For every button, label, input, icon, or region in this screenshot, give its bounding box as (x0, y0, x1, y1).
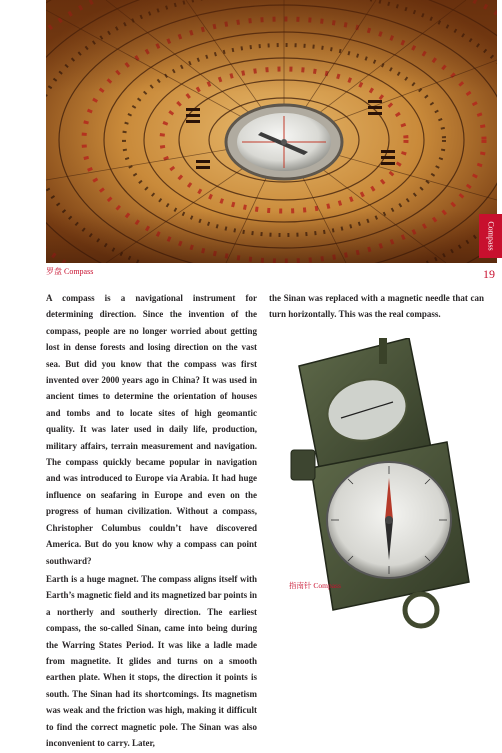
left-text-column (46, 290, 257, 753)
section-tab-label: Compass (486, 221, 495, 251)
paragraph-intro: A compass is a navigational instrument for determining direction. Since the invention of the compass, people are no longer worried about getting lost in dense forests and losing direction on the vast sea. But did you know that the compass was first invented over 2000 years ago in China? It was used in ancient times to determine the orientation of houses and tombs and to locate sites of high geomantic quality. It was later used in daily life, production, military affairs, terrain measurement and navigation. The compass quickly became popular in navigation and was introduced to Europe via Arabia. It had huge influence on seafaring in Europe and even on the progress of human civilization. Without a compass, Christopher Columbus couldn’t have discovered America. But do you know why a compass can point southward? (46, 293, 257, 566)
paragraph-continuation: the Sinan was replaced with a magnetic needle that can turn horizontally. This was the real compass. (269, 293, 484, 320)
photo-caption-top: 罗盘 Compass (46, 267, 94, 276)
paragraph-magnet: Earth is a huge magnet. The compass aligns itself with Earth’s magnetic field and its magnetized bar points in a northerly and southerly direction. The earliest compass, the so-called Sinan, came into being during the Warring States Period. It was like a ladle made from magnetite. It glides and turns on a smooth earthen plate. When it stops, the direction it points is south. The Sinan had its shortcomings. Its magnetism was weak and the friction was high, making it difficult to find the correct magnetic pole. The Sinan was also inconvenient to carry. Later, (46, 573, 257, 748)
page-number: 19 (483, 267, 495, 281)
section-tab (479, 214, 502, 258)
right-text-column (269, 290, 484, 325)
lensatic-compass-photo (281, 338, 485, 638)
luopan-compass-photo (46, 0, 497, 263)
photo-caption-bottom: 指南针 Compass (289, 581, 341, 590)
